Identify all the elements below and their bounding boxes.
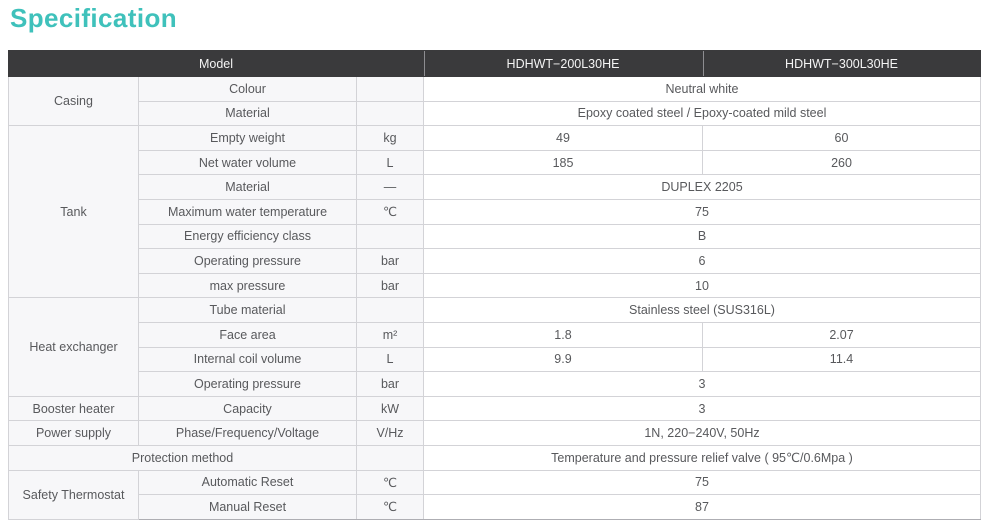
value-cell-model-200: 9.9 <box>424 347 703 372</box>
table-row <box>9 421 981 446</box>
unit-cell: kg <box>357 126 424 151</box>
value-cell-both-models: Stainless steel (SUS316L) <box>424 298 981 323</box>
table-row <box>9 126 981 151</box>
value-cell-both-models: DUPLEX 2205 <box>424 175 981 200</box>
category-cell: Casing <box>9 77 139 126</box>
unit-cell: — <box>357 175 424 200</box>
table-row <box>9 77 981 102</box>
unit-cell: m² <box>357 322 424 347</box>
table-row <box>9 445 981 470</box>
table-row <box>9 273 981 298</box>
unit-cell <box>357 224 424 249</box>
value-cell-model-300: 2.07 <box>703 322 981 347</box>
table-row <box>9 150 981 175</box>
table-row <box>9 347 981 372</box>
unit-cell: ℃ <box>357 470 424 495</box>
table-row <box>9 224 981 249</box>
page-title: Specification <box>10 3 178 33</box>
parameter-cell: Material <box>139 175 357 200</box>
table-row <box>9 175 981 200</box>
parameter-cell: Empty weight <box>139 126 357 151</box>
unit-cell <box>357 101 424 126</box>
parameter-cell: Tube material <box>139 298 357 323</box>
unit-cell: bar <box>357 249 424 274</box>
table-row <box>9 495 981 520</box>
table-row <box>9 199 981 224</box>
value-cell-model-200: 185 <box>424 150 703 175</box>
unit-cell: V/Hz <box>357 421 424 446</box>
model-column-header-200: HDHWT−200L30HE <box>424 51 703 77</box>
value-cell-both-models: Temperature and pressure relief valve ( 95℃/0.6Mpa ) <box>424 445 981 470</box>
parameter-cell: Operating pressure <box>139 249 357 274</box>
value-cell-both-models: 3 <box>424 372 981 397</box>
parameter-cell: Automatic Reset <box>139 470 357 495</box>
unit-cell: L <box>357 150 424 175</box>
value-cell-model-200: 1.8 <box>424 322 703 347</box>
model-column-header-300: HDHWT−300L30HE <box>703 51 981 77</box>
parameter-cell: Face area <box>139 322 357 347</box>
parameter-cell: Energy efficiency class <box>139 224 357 249</box>
unit-cell: ℃ <box>357 199 424 224</box>
unit-cell <box>357 445 424 470</box>
value-cell-both-models: 75 <box>424 199 981 224</box>
value-cell-model-300: 60 <box>703 126 981 151</box>
value-cell-both-models: 3 <box>424 396 981 421</box>
table-row <box>9 322 981 347</box>
table-row <box>9 396 981 421</box>
table-row <box>9 101 981 126</box>
unit-cell <box>357 298 424 323</box>
unit-cell: bar <box>357 372 424 397</box>
unit-cell <box>357 77 424 102</box>
parameter-cell: Phase/Frequency/Voltage <box>139 421 357 446</box>
category-cell: Safety Thermostat <box>9 470 139 519</box>
model-header-cell: Model <box>9 51 424 77</box>
table-header <box>9 51 981 77</box>
specification-table <box>8 50 981 520</box>
parameter-cell: Material <box>139 101 357 126</box>
parameter-cell: max pressure <box>139 273 357 298</box>
value-cell-both-models: Epoxy coated steel / Epoxy-coated mild steel <box>424 101 981 126</box>
category-cell: Heat exchanger <box>9 298 139 396</box>
table-row <box>9 298 981 323</box>
parameter-cell: Manual Reset <box>139 495 357 520</box>
value-cell-model-300: 260 <box>703 150 981 175</box>
unit-cell: ℃ <box>357 495 424 520</box>
value-cell-both-models: B <box>424 224 981 249</box>
spec-table-body <box>9 77 981 520</box>
parameter-cell: Internal coil volume <box>139 347 357 372</box>
unit-cell: L <box>357 347 424 372</box>
value-cell-both-models: 10 <box>424 273 981 298</box>
value-cell-both-models: 75 <box>424 470 981 495</box>
parameter-cell: Operating pressure <box>139 372 357 397</box>
category-cell: Power supply <box>9 421 139 446</box>
unit-cell: kW <box>357 396 424 421</box>
value-cell-both-models: 6 <box>424 249 981 274</box>
category-cell: Tank <box>9 126 139 298</box>
parameter-cell: Maximum water temperature <box>139 199 357 224</box>
parameter-cell: Net water volume <box>139 150 357 175</box>
table-row <box>9 249 981 274</box>
table-row <box>9 470 981 495</box>
parameter-cell: Colour <box>139 77 357 102</box>
value-cell-model-300: 11.4 <box>703 347 981 372</box>
table-row <box>9 372 981 397</box>
unit-cell: bar <box>357 273 424 298</box>
value-cell-model-200: 49 <box>424 126 703 151</box>
category-cell: Booster heater <box>9 396 139 421</box>
value-cell-both-models: 87 <box>424 495 981 520</box>
value-cell-both-models: 1N, 220−240V, 50Hz <box>424 421 981 446</box>
parameter-cell: Capacity <box>139 396 357 421</box>
value-cell-both-models: Neutral white <box>424 77 981 102</box>
header-row <box>9 51 981 77</box>
category-cell: Protection method <box>9 445 357 470</box>
